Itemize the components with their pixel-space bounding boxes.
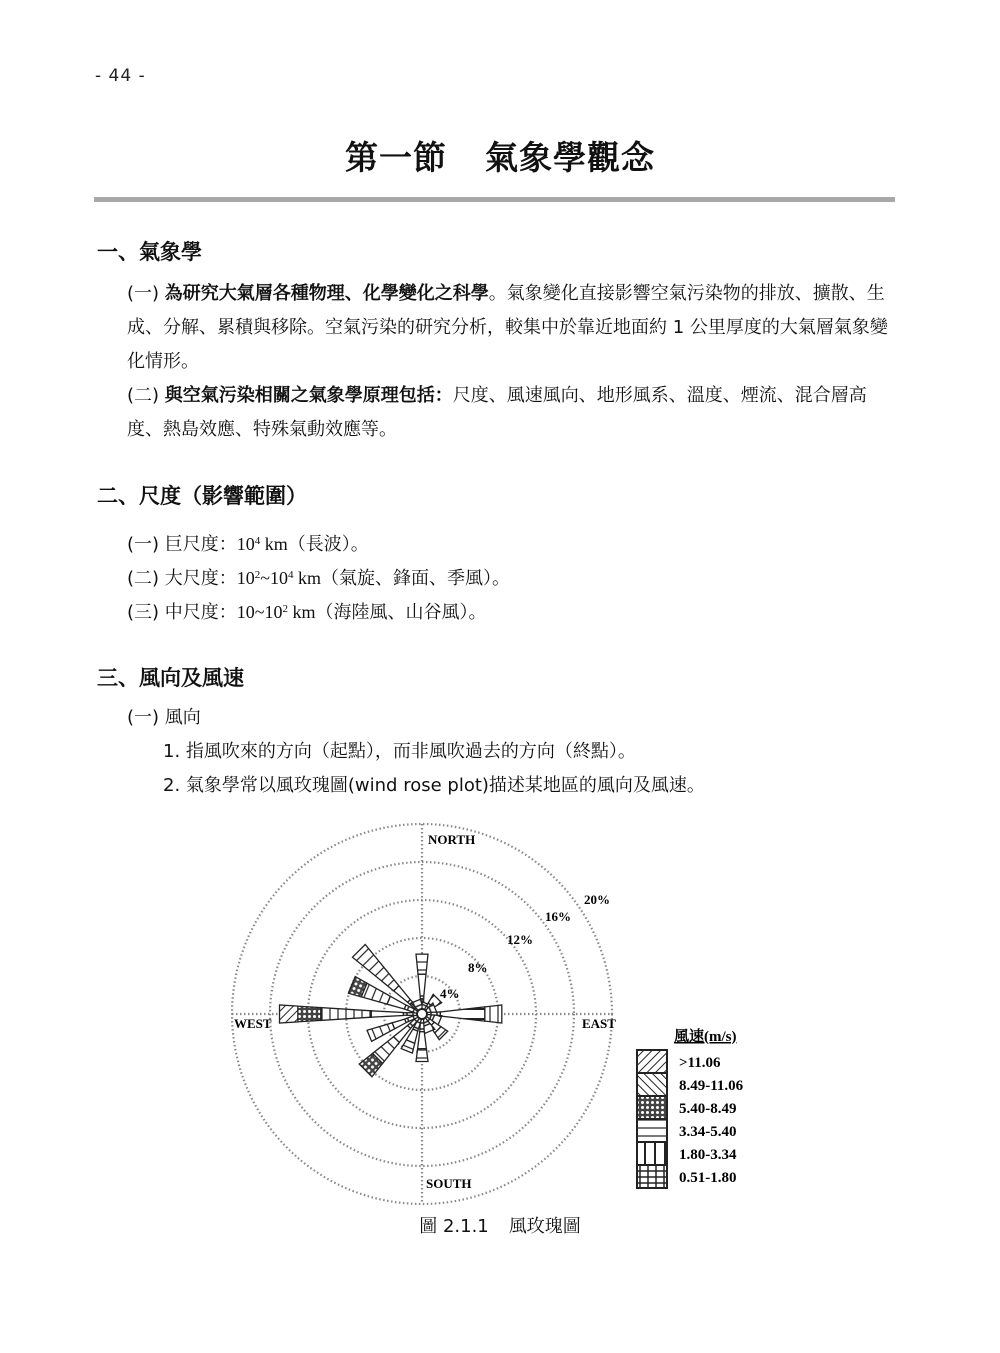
scale-range: $10\sim 10^2$ km <box>236 602 316 622</box>
legend-label: 3.34-5.40 <box>679 1124 737 1140</box>
scale-range: $10^2\sim 10^4$ km <box>236 568 322 588</box>
item-bold-text: 與空氣污染相關之氣象學原理包括： <box>164 385 453 406</box>
legend-label: >11.06 <box>679 1055 721 1071</box>
section-number: 第一節 <box>345 138 447 177</box>
petal-segment <box>440 1007 485 1021</box>
compass-east-label: EAST <box>582 1016 616 1031</box>
scale-note: （長波）。 <box>287 534 369 555</box>
point-wind-origin: 1. 指風吹來的方向（起點），而非風吹過去的方向（終點）。 <box>163 741 636 762</box>
item-meteorology-definition <box>127 277 897 379</box>
legend-swatch <box>637 1096 667 1119</box>
legend-swatch <box>637 1050 667 1073</box>
page-number: - 44 - <box>95 66 146 86</box>
wind-rose-figure <box>220 820 780 1210</box>
title-divider <box>94 197 895 202</box>
legend-label: 8.49-11.06 <box>679 1078 744 1094</box>
ring-label-16: 16% <box>545 909 571 924</box>
scale-note: （氣旋、鋒面、季風）。 <box>321 568 511 589</box>
scale-name: 中尺度： <box>164 602 237 623</box>
heading-meteorology: 一、氣象學 <box>97 240 202 264</box>
legend-swatch <box>637 1165 667 1188</box>
heading-wind: 三、風向及風速 <box>97 666 244 690</box>
item-scale-macro <box>127 527 897 562</box>
petal-w <box>280 1005 418 1023</box>
item-scale-meso <box>127 595 897 630</box>
petal-segment <box>418 974 426 996</box>
section-title <box>0 132 1000 179</box>
ring-label-20: 20% <box>584 892 610 907</box>
item-bold-text: 為研究大氣層各種物理、化學變化之科學 <box>164 283 489 304</box>
scale-name: 大尺度： <box>164 568 237 589</box>
item-scale-large <box>127 561 897 596</box>
rose-center <box>417 1009 427 1019</box>
caption-number: 圖 2.1.1 <box>419 1216 489 1237</box>
compass-north-label: NORTH <box>428 832 476 847</box>
petal-segment <box>416 1049 428 1062</box>
legend-swatch <box>637 1119 667 1142</box>
section-name: 氣象學觀念 <box>485 138 655 177</box>
item-label: (一) <box>127 534 160 555</box>
legend-label: 0.51-1.80 <box>679 1170 737 1186</box>
scale-name: 巨尺度： <box>164 534 237 555</box>
scale-range: $10^4$ km <box>236 534 288 554</box>
petal-segment <box>416 954 428 974</box>
caption-title: 風玫瑰圖 <box>508 1216 581 1237</box>
petal-segment <box>321 1008 371 1021</box>
subheading-wind-direction: (一) 風向 <box>127 707 201 728</box>
item-label: (一) <box>127 283 160 304</box>
item-related-principles <box>127 379 897 447</box>
item-label: (三) <box>127 602 160 623</box>
legend-swatch <box>637 1073 667 1096</box>
heading-scale: 二、尺度（影響範圍） <box>97 484 307 508</box>
legend-title: 風速(m/s) <box>674 1029 737 1045</box>
item-text: 。氣象變化直接影響空氣污染物的排放、擴散、生成、分解、累積與移除。空氣污染的研究分析，較集中於靠近地面約 1 公里厚度的大氣層氣象變化情形。 <box>127 283 888 372</box>
petal-segment <box>371 1011 403 1017</box>
point-wind-rose: 2. 氣象學常以風玫瑰圖(wind rose plot)描述某地區的風向及風速。 <box>163 775 705 796</box>
petal-segment <box>298 1006 321 1022</box>
figure-caption <box>0 1212 1000 1238</box>
item-label: (二) <box>127 568 160 589</box>
petal-segment <box>280 1005 298 1023</box>
ring-label-4: 4% <box>440 986 460 1001</box>
item-text: 尺度、風速風向、地形風系、溫度、煙流、混合層高度、熱島效應、特殊氣動效應等。 <box>127 385 867 440</box>
legend <box>637 1050 744 1188</box>
legend-label: 1.80-3.34 <box>679 1147 737 1163</box>
compass-south-label: SOUTH <box>426 1176 472 1191</box>
petal-segment <box>485 1005 502 1023</box>
wind-rose-plot <box>220 820 780 1210</box>
legend-swatch <box>637 1142 667 1165</box>
legend-label: 5.40-8.49 <box>679 1101 737 1117</box>
ring-label-8: 8% <box>468 960 488 975</box>
item-label: (二) <box>127 385 160 406</box>
scale-note: （海陸風、山谷風）。 <box>315 602 487 623</box>
petal-segment <box>418 1032 427 1049</box>
ring-label-12: 12% <box>507 932 533 947</box>
compass-west-label: WEST <box>234 1016 272 1031</box>
